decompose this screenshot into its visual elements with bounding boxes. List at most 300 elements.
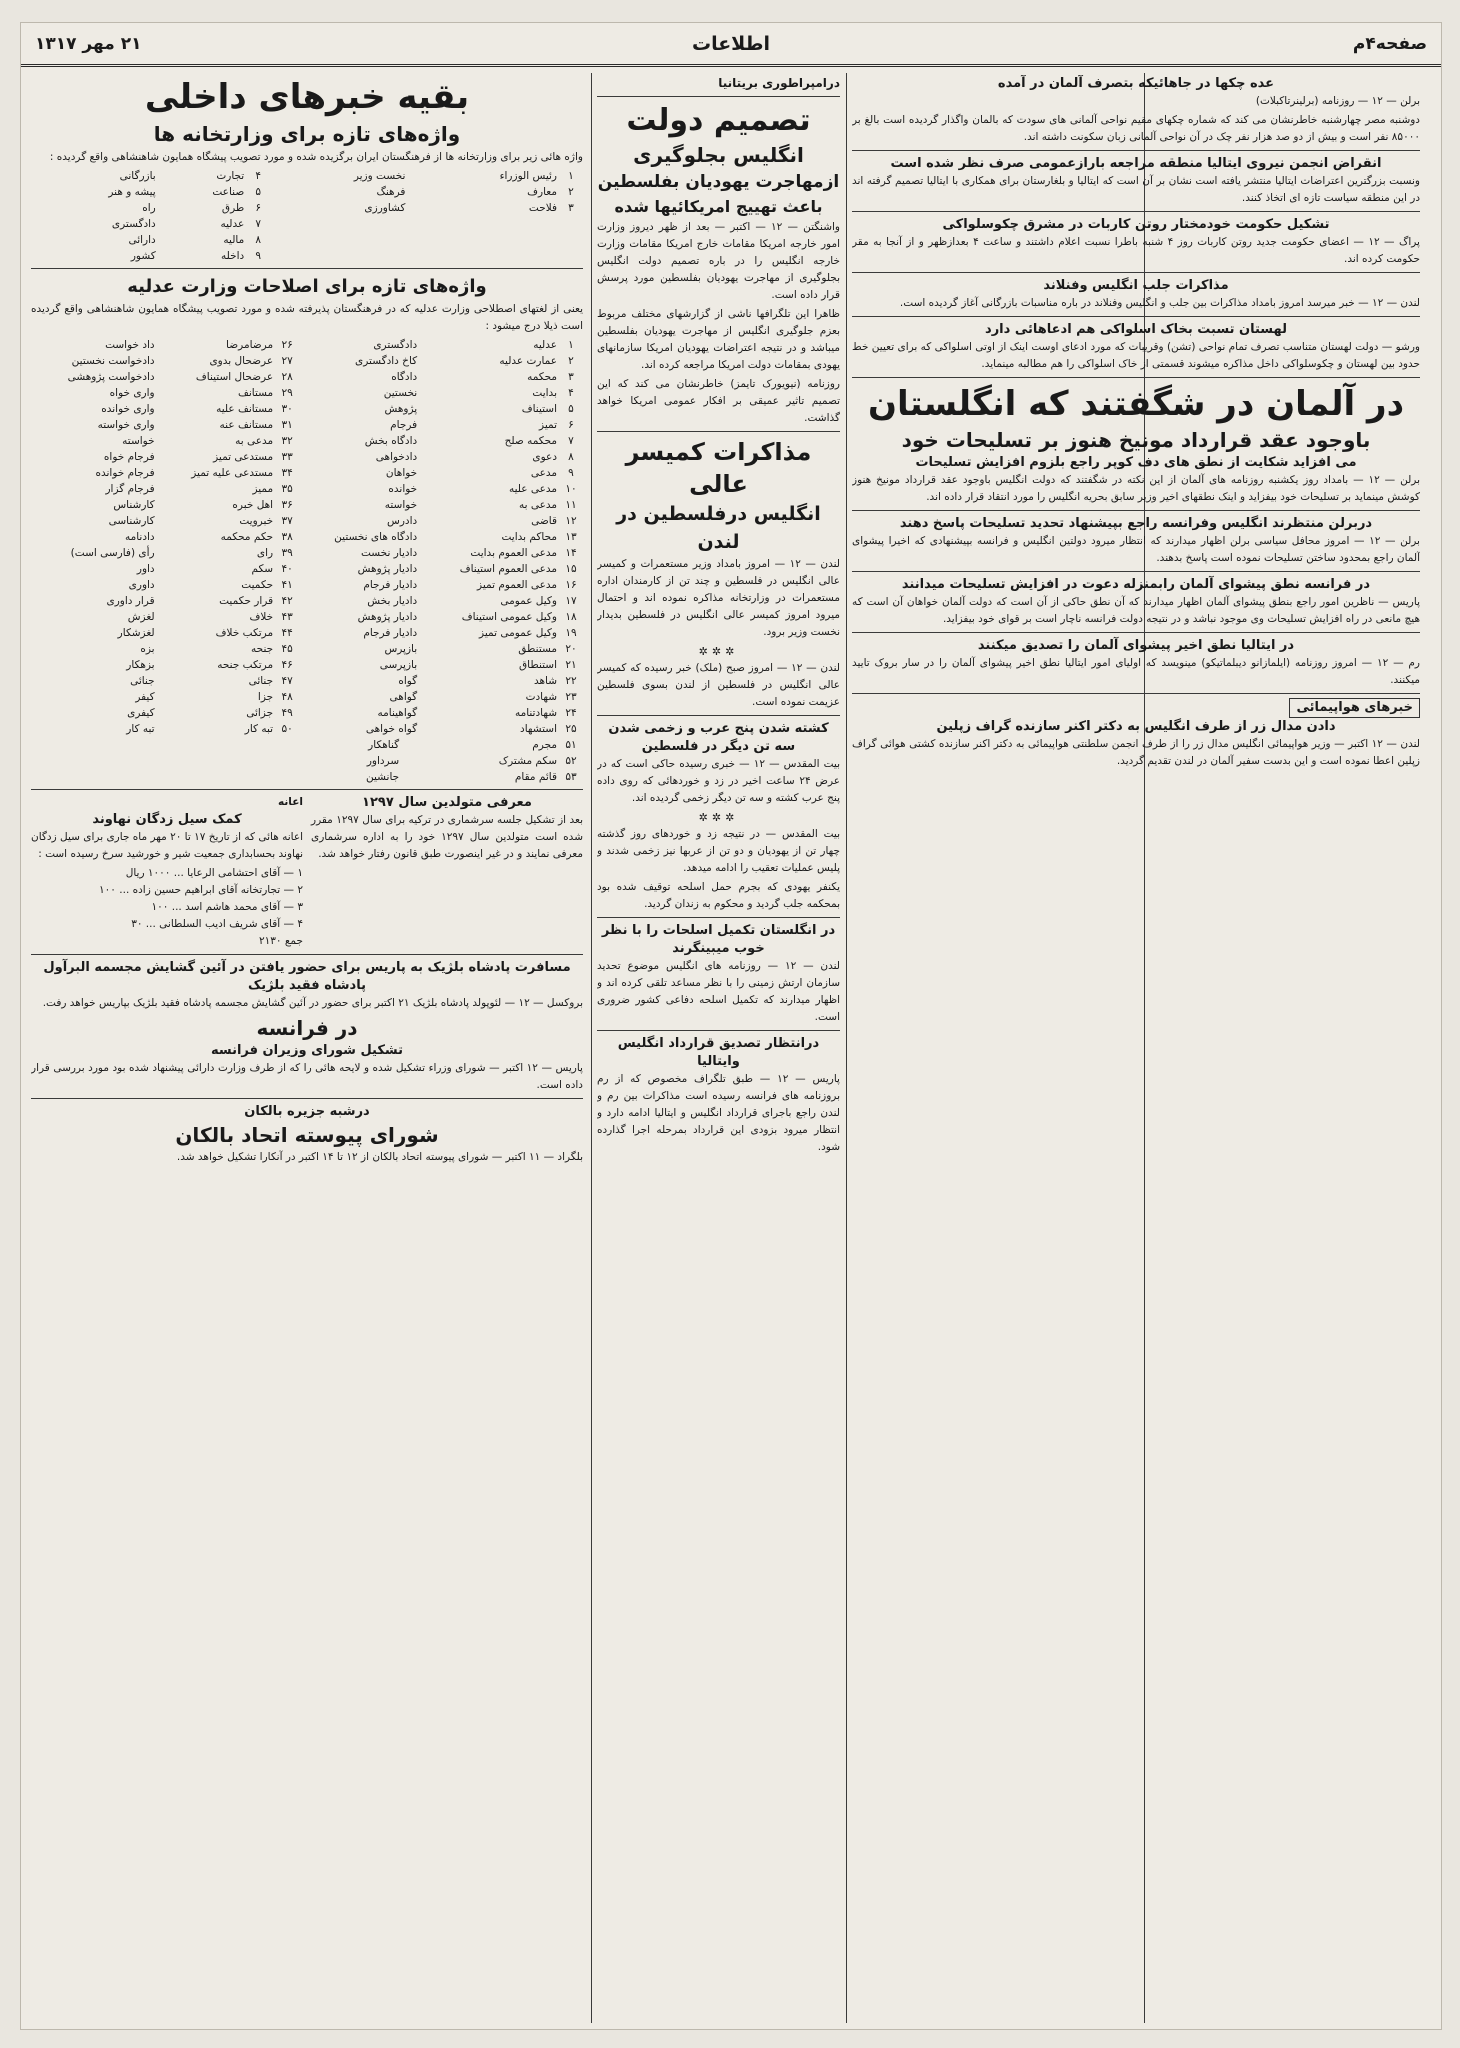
column-right bbox=[852, 75, 1420, 2020]
vocab-cell: ۴ bbox=[255, 170, 262, 182]
vocab-cell: ۹ bbox=[568, 467, 574, 479]
vocab-cell: وکیل عمومی استیناف bbox=[461, 611, 557, 623]
vocab-row bbox=[31, 353, 583, 369]
donation-entry: جمع ۲۱۳۰ bbox=[258, 935, 303, 947]
vocab-cell: ۱۷ bbox=[565, 595, 577, 607]
vocab-cell: خوانده bbox=[388, 483, 418, 495]
vocab-row bbox=[31, 657, 583, 673]
vocab-row bbox=[31, 561, 583, 577]
vocab-cell: ۵۳ bbox=[565, 771, 577, 783]
donations-article bbox=[31, 794, 303, 950]
article-body: روزنامه (نیویورک تایمز) خاطرنشان می کند که این تصمیم تاثیر عمیقی بر افکار عمومی امریکا خواهد گذاشت. bbox=[597, 378, 840, 424]
vocab-cell: ۳۰ bbox=[281, 403, 293, 415]
vocab-cell: ۳۱ bbox=[281, 419, 293, 431]
article-body: پاریس — ۱۲ اکتبر — شورای وزراء تشکیل شده و لایحه هائی را که از طرف وزارت دارائی پیشنهاد شده بود مورد بررسی قرار داده است. bbox=[31, 1062, 583, 1091]
vocab-cell: داد خواست bbox=[105, 339, 155, 351]
vocab-cell: ۳۶ bbox=[281, 499, 293, 511]
vocab-cell: تبه کار bbox=[126, 723, 155, 735]
vocab-cell: ۲۵ bbox=[565, 723, 577, 735]
vocab-row bbox=[31, 497, 583, 513]
vocab-cell: ۸ bbox=[255, 234, 262, 246]
vocab-cell: ۴۱ bbox=[281, 579, 293, 591]
vocab-cell: فرهنگ bbox=[376, 186, 406, 198]
vocab-cell: قاضی bbox=[531, 515, 557, 527]
headline: عده چکها در جاهائیکه بتصرف آلمان در آمده bbox=[997, 76, 1275, 91]
vocab-cell: ۵ bbox=[255, 186, 262, 198]
vocab-row bbox=[31, 168, 583, 184]
vocab-cell: مستنطق bbox=[518, 643, 557, 655]
vocabulary-table bbox=[31, 337, 583, 737]
headline: در انگلستان تکمیل اسلحات را با نظر خوب میبینگرند bbox=[601, 923, 836, 956]
vocab-cell: سکم bbox=[251, 563, 274, 575]
vocab-cell: پژوهش bbox=[384, 403, 418, 415]
sub-headline: باوجود عقد قرارداد مونیخ هنوز بر تسلیحات خود bbox=[901, 428, 1371, 452]
article-body: پراگ — ۱۲ — اعضای حکومت جدید روتن کاربات روز ۴ شنبه باطرا نسبت اعلام داشتند و ساعت ۴ بعدازظهر و از آنجا به مقر حکومت کرده اند. bbox=[852, 236, 1420, 265]
vocab-cell: کشور bbox=[130, 250, 156, 262]
headline: لهستان تسبت بخاک اسلواکی هم ادعاهائی دارد bbox=[985, 322, 1287, 337]
vocab-cell: ۲۹ bbox=[281, 387, 293, 399]
vocab-cell bbox=[559, 232, 583, 248]
vocab-row bbox=[31, 449, 583, 465]
vocab-cell: بازپرس bbox=[384, 643, 418, 655]
article-body: بلگراد — ۱۱ اکتبر — شورای پیوسته اتحاد بالکان از ۱۲ تا ۱۴ اکتبر در آنکارا تشکیل خواهد شد. bbox=[176, 1151, 583, 1163]
vocab-cell: کیفری bbox=[127, 707, 155, 719]
vocab-cell: طرق bbox=[221, 202, 245, 214]
vocab-cell: محکمه bbox=[527, 371, 557, 383]
article-body: ورشو — دولت لهستان متناسب تصرف تمام نواحی (تشن) وقریبات که مورد ادعای اوست اینک از اوتی اسلواکی که برای تعیین خط حدود بین لهستان و چکوسلواکی داخل مذاکره میشوند قسمتی از خاک اسلواکی را هم مطالبه مینماید. bbox=[852, 341, 1420, 370]
vocab-cell: بازرگانی bbox=[119, 170, 156, 182]
vocab-cell: مستانف عنه bbox=[219, 419, 274, 431]
vocab-cell: بزه bbox=[140, 643, 155, 655]
vocab-row bbox=[31, 721, 583, 737]
vocab-cell: فرجام خواه bbox=[103, 451, 155, 463]
vocab-cell: بزهکار bbox=[126, 659, 155, 671]
vocab-cell: خبرویت bbox=[239, 515, 274, 527]
vocab-cell: مدعی bbox=[530, 467, 557, 479]
vocab-row bbox=[307, 737, 583, 753]
headline: درانتظار تصدیق قرارداد انگلیس وایتالیا bbox=[617, 1036, 820, 1069]
article-body: بعد از تشکیل جلسه سرشماری در ترکیه برای سال ۱۲۹۷ مقرر شده است متولدین سال ۱۲۹۷ خود را به اداره سرشماری معرفی نمایند و در غیر اینصورت طبق قانون رفتار خواهد شد. bbox=[311, 814, 583, 860]
headline-line: انگلیس بجلوگیری bbox=[633, 143, 804, 167]
vocab-cell: گواه خواهی bbox=[365, 723, 418, 735]
vocab-cell: خواهان bbox=[385, 467, 418, 479]
vocab-cell: ۱۴ bbox=[565, 547, 577, 559]
vocab-cell: ۲۱ bbox=[565, 659, 577, 671]
article-body: پاریس — ناظرین امور راجع بنطق پیشوای آلمان اظهار میدارند که آن نطق حاکی از آن است که دولت آلمان خواهان آن است که هیچ مانعی در راه افزایش تسلیحات وی موجود نباشد و در نتیجه دولت فرانسه ناچار است بر قوای خود بیفزاید. bbox=[852, 596, 1420, 625]
headline: مسافرت پادشاه بلژیک به پاریس برای حضور یافتن در آئین گشایش مجسمه البرآول پادشاه فقید بلژیک bbox=[43, 960, 571, 993]
vocab-cell: وکیل عمومی تمیز bbox=[479, 627, 557, 639]
headline: واژه‌های تازه برای وزارتخانه ها bbox=[153, 122, 461, 146]
vocab-cell: گناهکار bbox=[368, 739, 400, 751]
donation-entry: ۱ — آقای احتشامی الرعایا ... ۱۰۰۰ ریال bbox=[125, 867, 303, 879]
vocab-cell: راه bbox=[142, 202, 156, 214]
vocab-cell bbox=[270, 232, 407, 248]
vocab-cell: ۲۳ bbox=[565, 691, 577, 703]
main-headline: در آلمان در شگفتند که انگلستان bbox=[867, 384, 1405, 424]
vocab-cell: ۱۸ bbox=[565, 611, 577, 623]
vocab-cell: دادیار پژوهش bbox=[357, 563, 418, 575]
vocab-cell: کارشناس bbox=[113, 499, 155, 511]
sub-headline-2: می افزاید شکایت از نطق های دف کوپر راجع بلزوم افزایش تسلیحات bbox=[915, 455, 1357, 470]
vocab-cell: داخله bbox=[221, 250, 245, 262]
vocab-cell: دارائی bbox=[128, 234, 156, 246]
vocab-cell: مرتکب جنحه bbox=[217, 659, 274, 671]
vocab-cell: دادگاه های نخستین bbox=[334, 531, 418, 543]
vocab-cell: فلاحت bbox=[528, 202, 557, 214]
vocab-cell: ۱۹ bbox=[565, 627, 577, 639]
vocab-cell: رأی (فارسی است) bbox=[70, 547, 155, 559]
section-label: خبرهای هواپیمائی bbox=[1289, 698, 1420, 718]
vocab-cell: عرضحال استیناف bbox=[195, 371, 274, 383]
vocab-row bbox=[31, 577, 583, 593]
vocab-cell: ۵ bbox=[568, 403, 574, 415]
vocab-cell: قرار حکمیت bbox=[219, 595, 274, 607]
masthead bbox=[21, 23, 1441, 67]
vocab-cell: ۲۲ bbox=[565, 675, 577, 687]
vocab-row bbox=[31, 433, 583, 449]
vocab-cell: ۹ bbox=[255, 250, 262, 262]
vocab-cell bbox=[407, 216, 559, 232]
vocab-cell: ۴۹ bbox=[281, 707, 293, 719]
vocab-cell: عدلیه bbox=[533, 339, 557, 351]
vocab-cell: کشاورزی bbox=[364, 202, 406, 214]
vocab-cell bbox=[559, 248, 583, 264]
vocab-row bbox=[31, 609, 583, 625]
vocab-cell: جزا bbox=[257, 691, 274, 703]
vocab-cell: ۲ bbox=[568, 186, 574, 198]
vocab-cell: استیناف bbox=[521, 403, 557, 415]
vocab-cell: حکمیت bbox=[241, 579, 274, 591]
vocab-cell: فرجام bbox=[390, 419, 418, 431]
vocab-cell bbox=[407, 232, 559, 248]
article-body: رم — ۱۲ — امروز روزنامه (ایلمازانو دیبلماتیکو) مینویسد که اولیای امور ایتالیا نطق اخیر پیشوای آلمان را در سار بروک تایید میکنند. bbox=[852, 657, 1420, 686]
vocab-cell: کاخ دادگستری bbox=[355, 355, 418, 367]
issue-date: ۲۱ مهر ۱۳۱۷ bbox=[35, 33, 142, 54]
vocab-cell: قرار داوری bbox=[106, 595, 155, 607]
column-divider bbox=[846, 73, 847, 2023]
vocab-cell: دادیار پژوهش bbox=[357, 611, 418, 623]
article-body: ونسبت بزرگترین اعتراضات ایتالیا منتشر یافته است نشان بر آن است که ایتالیا و بلغارستان برای همکاری با ایتالیا تصمیم گرفته اند در این منطقه سیاست تازه ای اتخاذ کنند. bbox=[852, 175, 1420, 204]
headline: دادن مدال زر از طرف انگلیس به دکتر اکنر سازنده گراف زپلین bbox=[936, 719, 1336, 734]
vocab-row bbox=[31, 465, 583, 481]
vocab-cell: گواهی bbox=[389, 691, 418, 703]
section-headline: بقیه خبرهای داخلی bbox=[144, 77, 470, 117]
article-body: لندن — ۱۲ — روزنامه های انگلیس موضوع تحدید سازمان ارتش زمینی را با نظر مساعد تلقی کرده اند و اظهار میدارند که تکمیل اسلحه دفاعی کشور ضروری است. bbox=[597, 960, 840, 1023]
vocab-cell: تجارت bbox=[216, 170, 245, 182]
vocab-cell: واری خوانده bbox=[101, 403, 155, 415]
vocab-cell: ۱۲ bbox=[565, 515, 577, 527]
vocab-cell: بدایت bbox=[532, 387, 557, 399]
vocab-cell: مجرم bbox=[532, 739, 557, 751]
separator-stars: ✲✲✲ bbox=[698, 645, 739, 658]
vocab-cell: گواه bbox=[398, 675, 418, 687]
vocab-cell: دادگستری bbox=[111, 218, 156, 230]
vocab-cell: ۳۴ bbox=[281, 467, 293, 479]
vocab-row bbox=[31, 385, 583, 401]
vocab-cell: ۴۰ bbox=[281, 563, 293, 575]
vocab-cell: ۱۱ bbox=[565, 499, 577, 511]
headline: شورای پیوسته اتحاد بالکان bbox=[175, 1123, 439, 1147]
article-body: بروکسل — ۱۲ — لئوپولد پادشاه بلژیک ۲۱ اکتبر برای حضور در آئین گشایش مجسمه پادشاه فقید بلژیک بپاریس خواهد رفت. bbox=[42, 997, 583, 1009]
headline: در ایتالیا نطق اخیر پیشوای آلمان را تصدیق میکنند bbox=[977, 638, 1295, 653]
vocab-cell: واری خواه bbox=[109, 387, 155, 399]
vocab-row bbox=[31, 673, 583, 689]
vocab-cell: ۲۷ bbox=[281, 355, 293, 367]
headline: مذاکرات جلب انگلیس وفنلاند bbox=[1043, 278, 1229, 293]
separator-stars: ✲✲✲ bbox=[698, 811, 739, 824]
vocab-cell: مدعی به bbox=[235, 435, 274, 447]
vocab-cell: ۳۸ bbox=[281, 531, 293, 543]
vocab-row bbox=[31, 641, 583, 657]
vocab-cell: مستدعی تمیز bbox=[213, 451, 274, 463]
vocab-cell: دادگاه bbox=[391, 371, 418, 383]
vocab-cell: خواسته bbox=[384, 499, 418, 511]
section-label: اعانه bbox=[277, 796, 303, 808]
article-body: ظاهرا این تلگرافها ناشی از گزارشهای مختلف مربوط بعزم جلوگیری انگلیس از مهاجرت یهودیان بفلسطین میباشد و در نتیجه اعتراضات یهودیان امریکا سازمانهای یهودی بمقامات دولت امریکا مراجعه کرده اند. bbox=[597, 308, 840, 371]
vocab-cell: مستانف bbox=[237, 387, 274, 399]
vocab-cell: عرضحال بدوی bbox=[209, 355, 274, 367]
vocab-cell: ۱ bbox=[568, 339, 574, 351]
vocab-cell: مرتکب خلاف bbox=[215, 627, 274, 639]
headline: در فرانسه نطق پیشوای آلمان رابمنزله دعوت در افزایش تسلیحات میدانند bbox=[901, 577, 1371, 592]
vocab-cell: دادخواست پژوهشی bbox=[67, 371, 155, 383]
vocab-cell: فرجام گزار bbox=[105, 483, 155, 495]
vocab-cell: کیفر bbox=[135, 691, 155, 703]
vocab-row bbox=[307, 769, 583, 785]
vocab-cell: ۳ bbox=[568, 202, 574, 214]
vocab-cell: داور bbox=[136, 563, 155, 575]
vocab-cell: ۴۶ bbox=[281, 659, 293, 671]
kicker: درامپراطوری بریتانیا bbox=[718, 76, 840, 90]
vocab-cell: مستانف علیه bbox=[216, 403, 274, 415]
vocab-row bbox=[31, 401, 583, 417]
vocab-cell: مدعی به bbox=[518, 499, 557, 511]
article-body: لندن — ۱۲ — امروز بامداد وزیر مستعمرات و کمیسر عالی انگلیس در فلسطین و چند تن از کارمندان اداره مستعمرات در وزارتخانه مذاکره نموده اند و احتمال میرود امروز کمیسر عالی انگلیس در فلسطین بدیدار نخست وزیر برود. bbox=[597, 558, 840, 638]
vocab-cell: ۱۶ bbox=[565, 579, 577, 591]
vocab-cell: دعوی bbox=[532, 451, 557, 463]
article-body: برلن — ۱۲ — امروز محافل سیاسی برلن اظهار میدارند که انتظار میرود دولتین انگلیس و فرانسه بپیشنهادی که اخیرا پیشوای آلمان راجع بمحدود ساختن تسلیحات نموده است پاسخ بدهند. bbox=[852, 535, 1420, 564]
vocab-cell: مدعی العموم بدایت bbox=[470, 547, 557, 559]
vocab-cell: ۳۲ bbox=[281, 435, 293, 447]
vocab-cell: بازپرسی bbox=[379, 659, 418, 671]
vocab-cell: ۶ bbox=[255, 202, 262, 214]
vocab-cell: ممیز bbox=[252, 483, 274, 495]
vocab-row bbox=[307, 753, 583, 769]
headline: کمک سیل زدگان نهاوند bbox=[92, 812, 242, 827]
vocab-cell: ۲۸ bbox=[281, 371, 293, 383]
vocab-cell: ۴۳ bbox=[281, 611, 293, 623]
vocab-cell: صناعت bbox=[212, 186, 245, 198]
newspaper-title: اطلاعات bbox=[691, 32, 771, 55]
vocab-cell: معارف bbox=[527, 186, 557, 198]
vocab-row bbox=[31, 184, 583, 200]
headline-line: باعث تهییج امریکائیها شده bbox=[614, 197, 823, 216]
article-body: بیت المقدس — در نتیجه زد و خوردهای روز گذشته چهار تن از یهودیان و دو تن از عربها نیز زخمی شدند و پلیس عملیات تعقیب را ادامه میدهد. bbox=[597, 828, 840, 874]
headline: معرفی متولدین سال ۱۲۹۷ bbox=[362, 795, 532, 810]
headline: مذاکرات کمیسر عالی bbox=[625, 438, 812, 498]
vocab-cell: ۸ bbox=[568, 451, 574, 463]
headline: تشکیل حکومت خودمختار روتن کاربات در مشرق چکوسلواکی bbox=[942, 217, 1330, 232]
vocab-cell: ۳۵ bbox=[281, 483, 293, 495]
vocab-cell: لغزشکار bbox=[117, 627, 155, 639]
vocab-cell: ۱۳ bbox=[565, 531, 577, 543]
article-body: اعانه هائی که از تاریخ ۱۷ تا ۲۰ مهر ماه جاری برای سیل زدگان نهاوند بحسابداری جمعیت شیر و خورشید سرخ رسیده است : bbox=[31, 831, 304, 860]
vocab-cell: تمیز bbox=[539, 419, 557, 431]
vocab-cell: شهادت bbox=[525, 691, 557, 703]
vocab-cell: استنطاق bbox=[518, 659, 557, 671]
dateline: برلن — ۱۲ — روزنامه (برلینرتاکبلات) bbox=[1255, 95, 1420, 107]
vocab-row bbox=[31, 689, 583, 705]
vocab-cell: مالیه bbox=[223, 234, 245, 246]
vocabulary-table-tail bbox=[307, 737, 583, 785]
vocab-cell: ۱ bbox=[568, 170, 574, 182]
vocab-cell: جنحه bbox=[251, 643, 274, 655]
vocab-cell: ۴۸ bbox=[281, 691, 293, 703]
vocab-row bbox=[31, 232, 583, 248]
vocab-cell: رئیس الوزراء bbox=[499, 170, 557, 182]
vocab-cell bbox=[407, 248, 559, 264]
article-body: دوشنبه مصر چهارشنبه خاطرنشان می کند که شماره چکهای مقیم نواحی آلمانی های سودت که بالمان واگذار گردیده است بالغ بر ۸۵۰۰۰ نفر است و بیش از دو صد هزار نفر چک در آن نواحی آلمانی زبان سکونت داشته اند. bbox=[852, 114, 1420, 143]
section-label: در فرانسه bbox=[256, 1016, 358, 1040]
vocab-cell: سرداور bbox=[366, 755, 400, 767]
vocab-cell: دادیار نخست bbox=[360, 547, 418, 559]
article-body: برلن — ۱۲ — بامداد روز یکشنبه روزنامه های آلمان از این نکته در شگفتند که دولت انگلیس باوجود عقد قرارداد مونیخ هنوز کوشش مینماید بر تسلیحات خود بیفزاید و اینک نطقهای اخیر وزیر سابق بحریه انگلیس را مورد انتقاد قرار داده اند. bbox=[852, 474, 1420, 503]
column-left bbox=[31, 75, 583, 2020]
vocab-cell: خواسته bbox=[122, 435, 155, 447]
vocab-row bbox=[31, 216, 583, 232]
vocab-cell: نخست وزیر bbox=[353, 170, 406, 182]
column-middle bbox=[597, 75, 840, 2020]
article-body: بیت المقدس — ۱۲ — خبری رسیده حاکی است که در عرض ۲۴ ساعت اخیر در زد و خوردهائی که روی داده پنج عرب کشته و سه تن دیگر زخمی گردیده اند. bbox=[597, 758, 840, 804]
vocab-cell: شاهد bbox=[533, 675, 557, 687]
vocab-row bbox=[31, 529, 583, 545]
article-body: لندن — ۱۲ — خبر میرسد امروز بامداد مذاکرات بین جلب و انگلیس وفنلاند در باره مناسبات بازرگانی آغاز گردیده است. bbox=[899, 297, 1420, 309]
headline: واژه‌های تازه برای اصلاحات وزارت عدلیه bbox=[127, 276, 487, 297]
headline: دربرلن منتظرند انگلیس وفرانسه راجع بپیشنهاد تحدید تسلیحات پاسخ دهند bbox=[899, 516, 1373, 531]
vocab-cell: دادگاه بخش bbox=[364, 435, 418, 447]
vocab-cell: دادیار فرجام bbox=[363, 627, 418, 639]
vocab-row bbox=[31, 705, 583, 721]
vocab-cell: گواهینامه bbox=[377, 707, 418, 719]
article-body: لندن — ۱۲ اکتبر — وزیر هواپیمائی انگلیس مدال زر را از طرف انجمن سلطنتی هواپیمائی به دکتر اکنر سازنده کشتی هوائی گراف زپلین اعطا نموده است و این بدست سفیر آلمان در لندن تقدیم گردید. bbox=[852, 738, 1420, 767]
vocab-cell: جنائی bbox=[130, 675, 155, 687]
column-divider bbox=[591, 73, 592, 2023]
vocab-cell: دادخواهی bbox=[375, 451, 418, 463]
vocab-cell bbox=[270, 216, 407, 232]
vocab-row bbox=[31, 369, 583, 385]
article-body: پاریس — ۱۲ — طبق تلگراف مخصوص که از رم بروزنامه های فرانسه رسیده است مذاکرات بین رم و لندن راجع باجرای قرارداد انگلیس و ایتالیا ادامه دارد و انتظار میرود بزودی این قرارداد بمرحله اجرا گذارده شود. bbox=[597, 1073, 840, 1153]
vocab-cell: خلاف bbox=[249, 611, 274, 623]
vocab-cell: جزائی bbox=[246, 707, 274, 719]
vocab-cell: ۴۵ bbox=[281, 643, 293, 655]
vocab-cell: دادیار فرجام bbox=[363, 579, 418, 591]
vocab-row bbox=[31, 625, 583, 641]
vocab-cell: ۱۵ bbox=[565, 563, 577, 575]
article-body: واشنگتن — ۱۲ — اکتبر — بعد از ظهر دیروز وزارت امور خارجه امریکا مقامات خارج امریکا مقامات وزارت خارجه انگلیس را در باره تصمیم دولت انگلیس بجلوگیری از مهاجرت یهودیان بفلسطین مورد پرسش قرار داده است. bbox=[597, 221, 840, 301]
vocab-cell: ۴۷ bbox=[281, 675, 293, 687]
vocab-cell: دادرس bbox=[387, 515, 418, 527]
vocab-cell: محکمه صلح bbox=[504, 435, 557, 447]
vocab-cell: ۱۰ bbox=[565, 483, 577, 495]
vocab-cell: ۲ bbox=[568, 355, 574, 367]
vocab-row bbox=[31, 200, 583, 216]
census-article bbox=[311, 794, 583, 950]
vocab-row bbox=[31, 545, 583, 561]
vocab-cell: حکم محکمه bbox=[220, 531, 274, 543]
vocab-cell: داوری bbox=[128, 579, 155, 591]
vocab-cell: عدلیه bbox=[220, 218, 245, 230]
vocab-cell: ۲۰ bbox=[565, 643, 577, 655]
vocab-cell: ۶ bbox=[568, 419, 574, 431]
vocabulary-table bbox=[31, 168, 583, 264]
vocab-cell: نخستین bbox=[383, 387, 418, 399]
vocab-cell: ۳ bbox=[568, 371, 574, 383]
article-body: یکنفر یهودی که بجرم حمل اسلحه توقیف شده بود بمحکمه جلب گردید و محکوم به زندان گردید. bbox=[597, 881, 840, 910]
section-label: درشبه جزیره بالکان bbox=[244, 1104, 370, 1119]
vocab-row bbox=[31, 513, 583, 529]
headline-line: انگلیس درفلسطین در لندن bbox=[616, 503, 821, 553]
vocab-cell: لغزش bbox=[127, 611, 155, 623]
vocab-cell: دادگستری bbox=[373, 339, 418, 351]
article-body: لندن — ۱۲ — امروز صبح (ملک) خبر رسیده که کمیسر عالی انگلیس در فلسطین از لندن بسوی فلسطین عزیمت نموده است. bbox=[597, 662, 840, 708]
donation-entry: ۳ — آقای محمد هاشم اسد ... ۱۰۰ bbox=[151, 901, 303, 913]
vocab-cell: جنائی bbox=[248, 675, 274, 687]
vocab-cell: سکم مشترک bbox=[498, 755, 557, 767]
vocab-cell: کارشناسی bbox=[108, 515, 155, 527]
headline: انقراض انجمن نیروی ایتالیا منطقه مراجعه بارازعمومی صرف نظر شده است bbox=[890, 156, 1382, 171]
article-body: واژه هائی زیر برای وزارتخانه ها از فرهنگستان ایران برگزیده شده و مورد تصویب پیشگاه همایون شاهنشاهی واقع گردیده : bbox=[49, 151, 583, 163]
donation-list bbox=[31, 865, 303, 950]
vocab-cell: مرضامرضا bbox=[226, 339, 274, 351]
vocab-cell: ۴۲ bbox=[281, 595, 293, 607]
vocab-cell: مدعی العموم تمیز bbox=[477, 579, 557, 591]
vocab-cell: دادیار بخش bbox=[367, 595, 418, 607]
vocab-row bbox=[31, 248, 583, 264]
vocab-cell: ۵۲ bbox=[565, 755, 577, 767]
headline: تصمیم دولت bbox=[626, 103, 811, 138]
vocab-cell: اهل خبره bbox=[232, 499, 274, 511]
vocab-cell: ۴۴ bbox=[281, 627, 293, 639]
vocab-cell bbox=[270, 248, 407, 264]
vocab-cell: دادنامه bbox=[124, 531, 155, 543]
vocab-cell: ۵۱ bbox=[565, 739, 577, 751]
vocab-cell: استشهاد bbox=[520, 723, 557, 735]
vocab-cell: ۷ bbox=[255, 218, 262, 230]
vocab-cell: واری خواسته bbox=[97, 419, 155, 431]
vocab-cell bbox=[559, 216, 583, 232]
vocab-cell: عمارت عدلیه bbox=[499, 355, 557, 367]
donation-entry: ۴ — آقای شریف ادیب السلطانی ... ۳۰ bbox=[131, 918, 303, 930]
vocab-row bbox=[31, 417, 583, 433]
vocab-cell: ۲۴ bbox=[565, 707, 577, 719]
donation-entry: ۲ — تجارتخانه آقای ابراهیم حسین زاده ... ۱۰۰ bbox=[99, 884, 303, 896]
vocab-cell: ۴ bbox=[568, 387, 574, 399]
vocab-cell: شهادتنامه bbox=[514, 707, 557, 719]
vocab-cell: مدعی علیه bbox=[508, 483, 557, 495]
vocab-cell: قائم مقام bbox=[514, 771, 557, 783]
vocab-cell: مدعی العموم استیناف bbox=[459, 563, 557, 575]
vocab-cell: ۳۷ bbox=[281, 515, 293, 527]
headline: کشته شدن پنج عرب و زخمی شدن سه تن دیگر در فلسطین bbox=[608, 721, 829, 754]
vocab-cell: ۳۹ bbox=[281, 547, 293, 559]
vocab-cell: ۵۰ bbox=[281, 723, 293, 735]
vocab-cell: مستدعی علیه تمیز bbox=[191, 467, 274, 479]
vocab-cell: پیشه و هنر bbox=[108, 186, 156, 198]
vocab-cell: تبه کار bbox=[244, 723, 274, 735]
vocab-cell: ۳۳ bbox=[281, 451, 293, 463]
newspaper-page bbox=[20, 22, 1442, 2030]
vocab-row bbox=[31, 337, 583, 353]
